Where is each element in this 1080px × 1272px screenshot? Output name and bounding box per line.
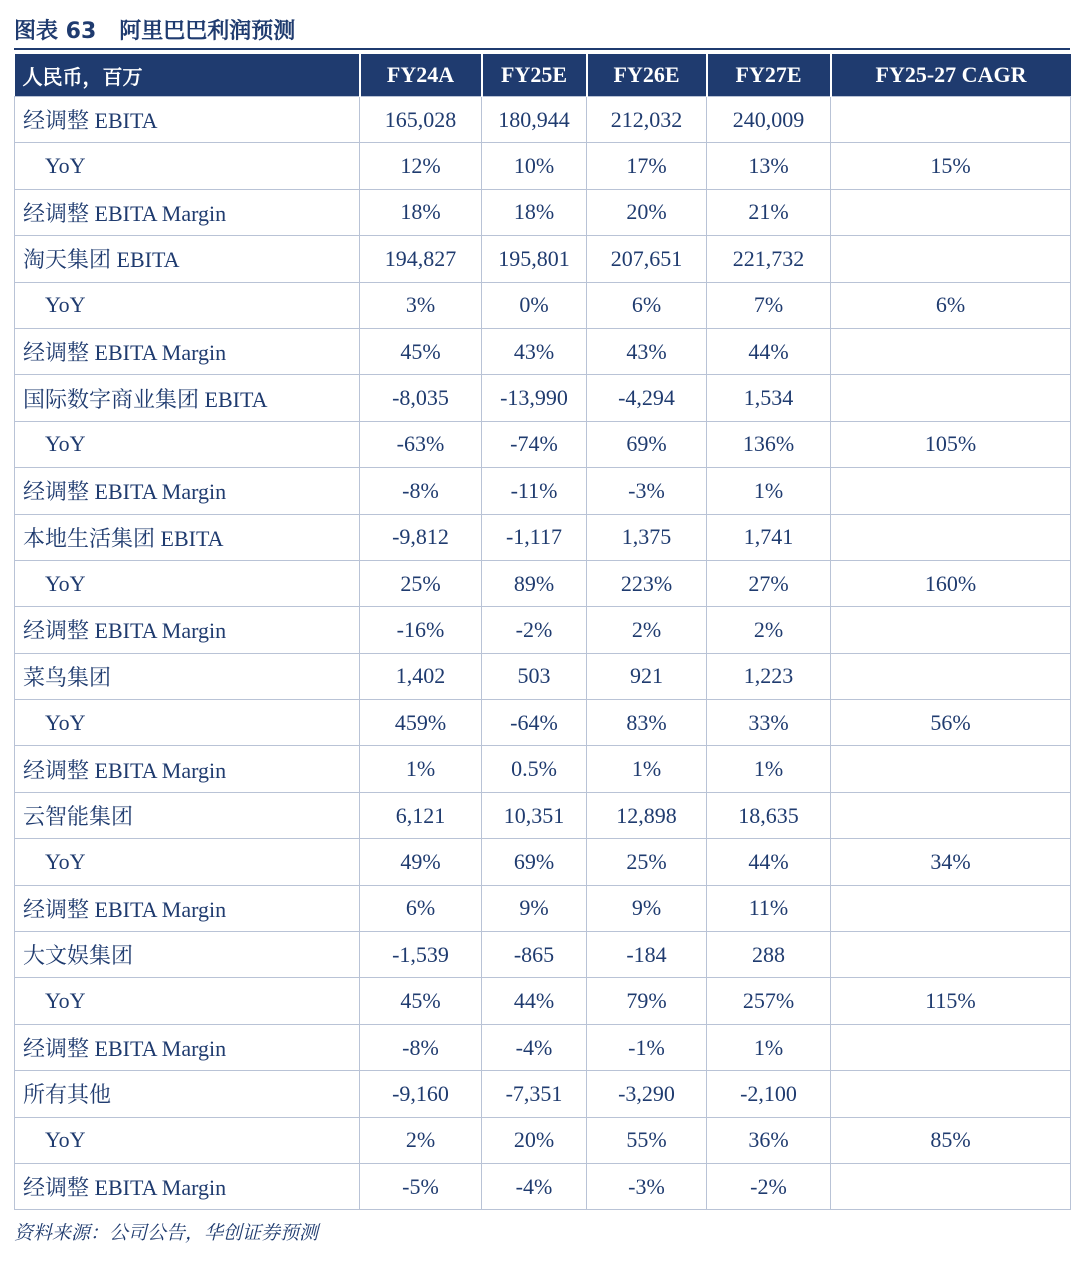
table-cell: 6,121 [360, 792, 482, 838]
table-cell: 1,375 [587, 514, 707, 560]
table-cell: 45% [360, 328, 482, 374]
table-cell: 7% [707, 282, 831, 328]
table-cell: -4% [482, 1163, 587, 1209]
table-cell: 12% [360, 143, 482, 189]
table-cell: -1,117 [482, 514, 587, 560]
table-row [15, 514, 1071, 560]
table-cell [831, 468, 1071, 514]
table-cell: -1% [587, 1024, 707, 1070]
table-cell: 44% [707, 839, 831, 885]
row-label: 经调整 EBITA Margin [15, 328, 360, 374]
table-cell: 257% [707, 978, 831, 1024]
row-label: 经调整 EBITA Margin [15, 746, 360, 792]
table-row [15, 839, 1071, 885]
table-cell: 33% [707, 700, 831, 746]
header-fy27e: FY27E [707, 54, 831, 97]
table-cell [831, 653, 1071, 699]
table-cell: -8% [360, 468, 482, 514]
table-cell: -64% [482, 700, 587, 746]
table-cell [831, 236, 1071, 282]
table-cell: 2% [587, 607, 707, 653]
table-cell: 36% [707, 1117, 831, 1163]
header-unit: 人民币，百万 [15, 54, 360, 97]
table-cell: 43% [587, 328, 707, 374]
table-row [15, 653, 1071, 699]
table-cell: -3% [587, 468, 707, 514]
row-label: 经调整 EBITA Margin [15, 189, 360, 235]
row-label: YoY [15, 143, 360, 189]
table-row [15, 328, 1071, 374]
table-row [15, 189, 1071, 235]
table-cell: 115% [831, 978, 1071, 1024]
table-cell: -13,990 [482, 375, 587, 421]
source-note: 资料来源：公司公告，华创证券预测 [14, 1222, 319, 1244]
table-row [15, 932, 1071, 978]
table-row [15, 282, 1071, 328]
table-cell: 1% [707, 1024, 831, 1070]
table-cell: 11% [707, 885, 831, 931]
row-label: 菜鸟集团 [15, 653, 360, 699]
table-cell: 6% [831, 282, 1071, 328]
table-cell: 212,032 [587, 97, 707, 143]
row-label: YoY [15, 700, 360, 746]
row-label: 经调整 EBITA Margin [15, 607, 360, 653]
table-row [15, 792, 1071, 838]
row-label: 云智能集团 [15, 792, 360, 838]
table-cell: 18% [360, 189, 482, 235]
table-cell: 6% [360, 885, 482, 931]
table-cell: 503 [482, 653, 587, 699]
table-cell: 18% [482, 189, 587, 235]
row-label: YoY [15, 282, 360, 328]
table-row [15, 700, 1071, 746]
table-cell: 17% [587, 143, 707, 189]
table-cell: 9% [587, 885, 707, 931]
table-cell: 6% [587, 282, 707, 328]
table-cell: 136% [707, 421, 831, 467]
header-fy25e: FY25E [482, 54, 587, 97]
row-label: 淘天集团 EBITA [15, 236, 360, 282]
row-label: 经调整 EBITA Margin [15, 1024, 360, 1070]
table-cell: 25% [587, 839, 707, 885]
table-cell: 194,827 [360, 236, 482, 282]
row-label: 所有其他 [15, 1071, 360, 1117]
table-cell: 165,028 [360, 97, 482, 143]
table-cell: -3,290 [587, 1071, 707, 1117]
row-label: 经调整 EBITA Margin [15, 885, 360, 931]
table-cell: 10,351 [482, 792, 587, 838]
table-cell: -865 [482, 932, 587, 978]
row-label: YoY [15, 421, 360, 467]
table-cell: 43% [482, 328, 587, 374]
table-cell: 2% [360, 1117, 482, 1163]
table-cell [831, 328, 1071, 374]
table-row [15, 143, 1071, 189]
table-cell: 195,801 [482, 236, 587, 282]
table-cell: 27% [707, 560, 831, 606]
table-cell: -7,351 [482, 1071, 587, 1117]
table-row [15, 1024, 1071, 1070]
table-cell: 921 [587, 653, 707, 699]
table-cell: 180,944 [482, 97, 587, 143]
table-cell: 79% [587, 978, 707, 1024]
table-row [15, 978, 1071, 1024]
table-cell: -1,539 [360, 932, 482, 978]
table-row [15, 421, 1071, 467]
table-cell: 240,009 [707, 97, 831, 143]
table-cell: 0.5% [482, 746, 587, 792]
table-cell [831, 607, 1071, 653]
table-cell: 1,402 [360, 653, 482, 699]
table-row [15, 375, 1071, 421]
table-row [15, 746, 1071, 792]
table-cell: 1,223 [707, 653, 831, 699]
table-cell: 44% [482, 978, 587, 1024]
table-cell: 288 [707, 932, 831, 978]
table-cell: -63% [360, 421, 482, 467]
row-label: YoY [15, 1117, 360, 1163]
table-cell: 1% [360, 746, 482, 792]
table-header-row [15, 54, 1071, 97]
table-row [15, 1117, 1071, 1163]
table-cell: 0% [482, 282, 587, 328]
row-label: 大文娱集团 [15, 932, 360, 978]
table-cell [831, 1163, 1071, 1209]
table-cell: 3% [360, 282, 482, 328]
table-cell: 55% [587, 1117, 707, 1163]
row-label: 经调整 EBITA [15, 97, 360, 143]
row-label: 国际数字商业集团 EBITA [15, 375, 360, 421]
table-cell: 20% [482, 1117, 587, 1163]
profit-forecast-table [14, 54, 1071, 1210]
table-cell: 1,741 [707, 514, 831, 560]
table-cell: -184 [587, 932, 707, 978]
table-cell [831, 97, 1071, 143]
table-cell: 20% [587, 189, 707, 235]
table-cell: 69% [587, 421, 707, 467]
table-body [15, 97, 1071, 1210]
row-label: 经调整 EBITA Margin [15, 468, 360, 514]
row-label: 本地生活集团 EBITA [15, 514, 360, 560]
table-cell: 459% [360, 700, 482, 746]
table-cell: -4% [482, 1024, 587, 1070]
header-fy24a: FY24A [360, 54, 482, 97]
table-cell: -16% [360, 607, 482, 653]
header-fy26e: FY26E [587, 54, 707, 97]
table-cell: 207,651 [587, 236, 707, 282]
table-row [15, 97, 1071, 143]
table-row [15, 885, 1071, 931]
table-cell: 21% [707, 189, 831, 235]
table-cell: 69% [482, 839, 587, 885]
table-cell: -8% [360, 1024, 482, 1070]
table-cell: 18,635 [707, 792, 831, 838]
table-cell: 25% [360, 560, 482, 606]
table-cell [831, 932, 1071, 978]
table-cell: -8,035 [360, 375, 482, 421]
table-cell: 44% [707, 328, 831, 374]
table-cell: 1,534 [707, 375, 831, 421]
title-bar [14, 10, 1070, 50]
table-cell: -2% [482, 607, 587, 653]
table-cell: -2,100 [707, 1071, 831, 1117]
table-row [15, 1163, 1071, 1209]
table-cell [831, 885, 1071, 931]
table-cell: 105% [831, 421, 1071, 467]
table-cell: 56% [831, 700, 1071, 746]
table-cell [831, 514, 1071, 560]
table-cell: -3% [587, 1163, 707, 1209]
figure-title: 图表 63 阿里巴巴利润预测 [14, 19, 296, 44]
table-cell: -5% [360, 1163, 482, 1209]
table-cell: 1% [707, 746, 831, 792]
table-cell: 45% [360, 978, 482, 1024]
table-cell: 83% [587, 700, 707, 746]
table-cell: 85% [831, 1117, 1071, 1163]
row-label: YoY [15, 978, 360, 1024]
table-cell [831, 375, 1071, 421]
table-row [15, 236, 1071, 282]
table-cell: 2% [707, 607, 831, 653]
header-cagr: FY25-27 CAGR [831, 54, 1071, 97]
table-cell: -11% [482, 468, 587, 514]
table-cell: -2% [707, 1163, 831, 1209]
table-cell: 223% [587, 560, 707, 606]
table-cell [831, 189, 1071, 235]
table-row [15, 1071, 1071, 1117]
table-cell: 13% [707, 143, 831, 189]
row-label: YoY [15, 839, 360, 885]
table-cell: 221,732 [707, 236, 831, 282]
table-cell: -9,160 [360, 1071, 482, 1117]
table-cell [831, 1024, 1071, 1070]
table-cell: 1% [707, 468, 831, 514]
table-cell [831, 746, 1071, 792]
table-cell: -4,294 [587, 375, 707, 421]
table-cell [831, 792, 1071, 838]
table-cell: -74% [482, 421, 587, 467]
table-row [15, 560, 1071, 606]
table-cell: 15% [831, 143, 1071, 189]
table-row [15, 468, 1071, 514]
table-cell: 49% [360, 839, 482, 885]
table-cell: 1% [587, 746, 707, 792]
table-cell: 12,898 [587, 792, 707, 838]
row-label: YoY [15, 560, 360, 606]
table-cell [831, 1071, 1071, 1117]
table-row [15, 607, 1071, 653]
table-cell: 9% [482, 885, 587, 931]
table-cell: 160% [831, 560, 1071, 606]
table-cell: 34% [831, 839, 1071, 885]
table-cell: -9,812 [360, 514, 482, 560]
table-cell: 89% [482, 560, 587, 606]
row-label: 经调整 EBITA Margin [15, 1163, 360, 1209]
table-cell: 10% [482, 143, 587, 189]
